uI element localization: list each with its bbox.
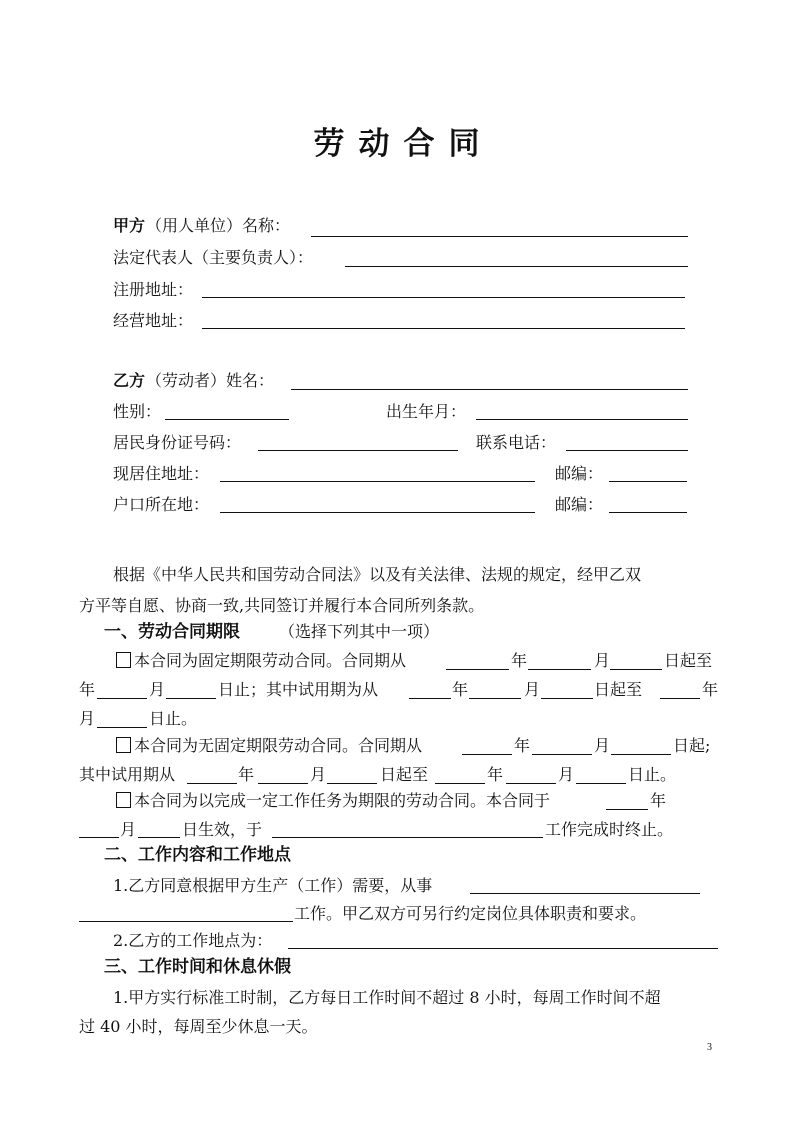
birth-label: 出生年月： — [386, 402, 467, 421]
opt1-end-year[interactable] — [97, 698, 147, 699]
party-b-name-field[interactable] — [291, 389, 688, 390]
opt1-text-b: 年 — [511, 651, 528, 670]
opt1-end-month[interactable] — [166, 698, 216, 699]
opt3-text-e: 工作完成时终止。 — [545, 820, 674, 839]
opt1-text-k: 年 — [702, 680, 719, 699]
section-2-heading: 二、工作内容和工作地点 — [104, 845, 291, 865]
hukou-label: 户口所在地： — [113, 495, 210, 514]
party-b-label: 乙方 — [113, 371, 146, 390]
biz-address-field[interactable] — [202, 328, 685, 329]
opt1-probation-start-month[interactable] — [469, 698, 521, 699]
opt1-start-month[interactable] — [528, 669, 591, 670]
opt3-text-a: 本合同为以完成一定工作任务为期限的劳动合同。本合同于 — [134, 791, 551, 810]
gender-field[interactable] — [165, 419, 289, 420]
section-3-heading: 三、工作时间和休息休假 — [104, 957, 291, 977]
opt2-probation-start-day[interactable] — [327, 783, 377, 784]
opt2-text-d: 日起; — [673, 736, 711, 755]
intro-line-2: 方平等自愿、协商一致,共同签订并履行本合同所列条款。 — [79, 596, 485, 615]
phone-field[interactable] — [566, 450, 688, 451]
opt2-text-a: 本合同为无固定期限劳动合同。合同期从 — [134, 736, 423, 755]
legal-rep-label: 法定代表人（主要负责人）： — [113, 248, 314, 267]
document-title: 劳动合同 — [313, 126, 494, 162]
opt1-probation-start-day[interactable] — [541, 698, 593, 699]
hukou-field[interactable] — [220, 512, 535, 513]
opt1-text-d: 日起至 — [664, 651, 713, 670]
option-3-checkbox[interactable] — [116, 792, 131, 808]
opt2-text-k: 日止。 — [628, 765, 677, 784]
section-2-p1b: 工作。甲乙双方可另行约定岗位具体职责和要求。 — [294, 904, 647, 923]
opt2-start-month[interactable] — [532, 754, 592, 755]
section-2-p1a: 1.乙方同意根据甲方生产（工作）需要，从事 — [113, 876, 433, 895]
phone-label: 联系电话： — [476, 433, 557, 452]
legal-rep-field[interactable] — [345, 266, 688, 267]
section-3-p1-line2: 过 40 小时，每周至少休息一天。 — [79, 1017, 318, 1036]
intro-line-1: 根据《中华人民共和国劳动合同法》以及有关法律、法规的规定，经甲乙双 — [113, 565, 642, 584]
opt1-probation-end-month[interactable] — [97, 727, 147, 728]
opt3-text-d: 日生效，于 — [182, 820, 263, 839]
opt2-text-h: 日起至 — [380, 765, 429, 784]
opt1-text-m: 日止。 — [149, 709, 198, 728]
current-address-field[interactable] — [220, 481, 535, 482]
party-a-name-label: （用人单位）名称： — [146, 216, 291, 235]
postcode-2-label: 邮编： — [555, 495, 604, 514]
opt3-start-month-lead[interactable] — [79, 837, 119, 838]
opt1-text-i: 月 — [524, 680, 541, 699]
work-location-field[interactable] — [288, 948, 718, 949]
opt2-probation-end-month[interactable] — [506, 783, 556, 784]
opt1-text-j: 日起至 — [594, 680, 643, 699]
opt2-start-day[interactable] — [611, 754, 671, 755]
page-number: 3 — [707, 1042, 712, 1053]
current-address-label: 现居住地址： — [113, 464, 210, 483]
opt1-start-year[interactable] — [446, 669, 509, 670]
section-3-p1-line1: 1.甲方实行标准工时制，乙方每日工作时间不超过 8 小时，每周工作时间不超 — [113, 988, 661, 1007]
opt2-text-e: 其中试用期从 — [79, 765, 176, 784]
postcode-1-field[interactable] — [609, 481, 687, 482]
opt2-probation-end-day[interactable] — [576, 783, 626, 784]
party-a-label: 甲方 — [113, 216, 146, 235]
opt2-text-i: 年 — [487, 765, 504, 784]
option-2-checkbox[interactable] — [116, 737, 131, 753]
opt1-text-e: 年 — [79, 680, 96, 699]
opt1-text-f: 月 — [149, 680, 166, 699]
job-content-field-2[interactable] — [79, 921, 293, 922]
opt1-text-l: 月 — [79, 709, 96, 728]
biz-address-label: 经营地址： — [113, 311, 194, 330]
opt2-text-g: 月 — [310, 765, 327, 784]
section-2-p2: 2.乙方的工作地点为： — [113, 931, 273, 950]
section-1-heading: 一、劳动合同期限 — [104, 622, 240, 642]
job-content-field-1[interactable] — [470, 893, 700, 894]
section-1-note: （选择下列其中一项） — [279, 622, 440, 641]
opt3-start-year[interactable] — [606, 809, 648, 810]
opt1-start-day[interactable] — [610, 669, 662, 670]
opt2-text-b: 年 — [514, 736, 531, 755]
opt2-probation-start-month[interactable] — [258, 783, 308, 784]
reg-address-field[interactable] — [202, 297, 685, 298]
opt2-text-j: 月 — [558, 765, 575, 784]
party-a-name-field[interactable] — [311, 236, 688, 237]
opt2-text-f: 年 — [238, 765, 255, 784]
postcode-1-label: 邮编： — [555, 464, 604, 483]
birth-field[interactable] — [476, 419, 688, 420]
opt2-text-c: 月 — [594, 736, 611, 755]
reg-address-label: 注册地址： — [113, 280, 194, 299]
gender-label: 性别： — [113, 402, 162, 421]
id-number-field[interactable] — [258, 450, 458, 451]
opt3-text-c: 月 — [120, 820, 137, 839]
opt2-probation-end-year[interactable] — [435, 783, 485, 784]
opt1-text-a: 本合同为固定期限劳动合同。合同期从 — [134, 651, 407, 670]
opt2-probation-start-year[interactable] — [187, 783, 237, 784]
opt1-probation-end-year[interactable] — [660, 698, 700, 699]
id-number-label: 居民身份证号码： — [113, 433, 242, 452]
party-b-name-label: （劳动者）姓名： — [146, 371, 275, 390]
opt1-text-h: 年 — [452, 680, 469, 699]
opt3-start-day[interactable] — [138, 837, 180, 838]
option-1-checkbox[interactable] — [116, 652, 131, 668]
postcode-2-field[interactable] — [609, 512, 687, 513]
opt3-task-field[interactable] — [272, 837, 543, 838]
opt2-start-year[interactable] — [462, 754, 512, 755]
opt1-text-g: 日止；其中试用期为从 — [218, 680, 379, 699]
opt3-text-b: 年 — [650, 791, 667, 810]
opt1-text-c: 月 — [594, 651, 611, 670]
opt1-probation-start-year[interactable] — [409, 698, 451, 699]
